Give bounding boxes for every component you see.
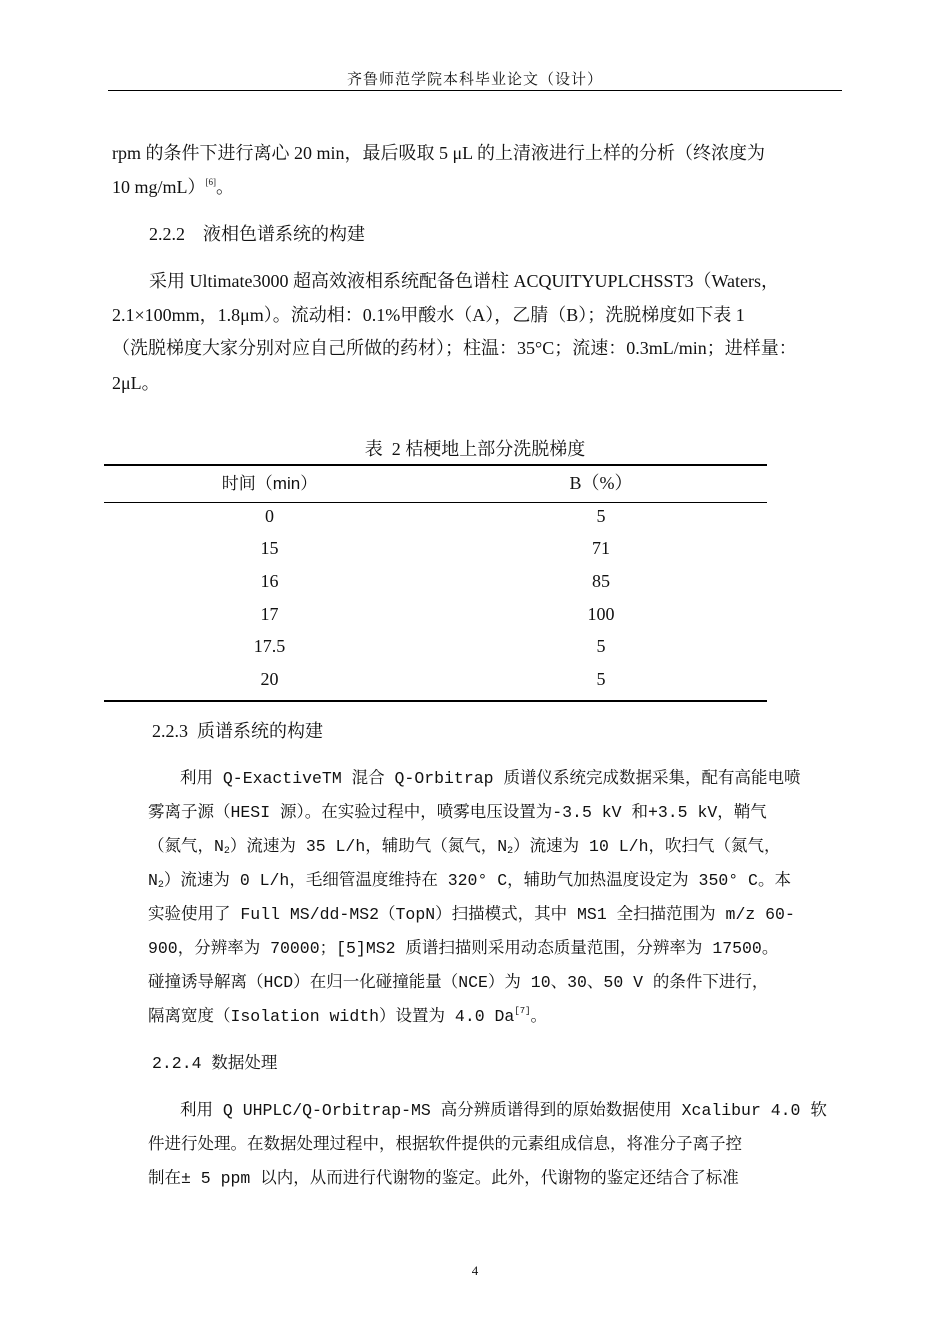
paragraph-line: 900，分辨率为 70000；[5]MS2 质谱扫描则采用动态质量范围，分辨率为 17500。	[148, 939, 779, 958]
section-heading: 2.2.4 数据处理	[152, 1054, 278, 1073]
table-cell: 5	[596, 636, 606, 656]
table-cell: 17.5	[253, 636, 286, 656]
table-top-rule	[104, 464, 767, 466]
paragraph-text: 隔离宽度（Isolation width）设置为 4.0 Da	[148, 1007, 515, 1026]
paragraph-text: 。	[530, 1007, 548, 1026]
paragraph-line: 制在± 5 ppm 以内，从而进行代谢物的鉴定。此外，代谢物的鉴定还结合了标准	[148, 1169, 739, 1188]
citation-ref: [6]	[205, 177, 216, 187]
paragraph-line: 利用 Q-ExactiveTM 混合 Q-Orbitrap 质谱仪系统完成数据采集，配有高能电喷	[180, 769, 801, 788]
citation-ref: [7]	[514, 1006, 531, 1016]
paragraph-text: 10 mg/mL）	[112, 177, 206, 197]
paragraph-line: 2μL。	[112, 373, 160, 393]
table-cell: 20	[260, 669, 279, 689]
table-bottom-rule	[104, 700, 767, 702]
paragraph-line: 碰撞诱导解离（HCD）在归一化碰撞能量（NCE）为 10、30、50 V 的条件下进行，	[148, 973, 769, 992]
paragraph-text: ）流速为 0 L/h，毛细管温度维持在 320° C，辅助气加热温度设定为 350° C。本	[163, 871, 791, 890]
paragraph-line: 实验使用了 Full MS/dd-MS2（TopN）扫描模式，其中 MS1 全扫描范围为 m/z 60-	[148, 905, 795, 924]
paragraph-line: 2.1×100mm，1.8μm）。流动相：0.1%甲酸水（A），乙腈（B）；洗脱梯度如下表 1	[112, 305, 745, 325]
table-header-time: 时间（min）	[221, 474, 318, 493]
paragraph-text: ）流速为 35 L/h，辅助气（氮气，N	[229, 837, 508, 856]
paragraph-line: 雾离子源（HESI 源）。在实验过程中，喷雾电压设置为-3.5 kV 和+3.5 kV，鞘气	[148, 803, 767, 822]
paragraph-line	[148, 1002, 547, 1026]
table-cell: 16	[260, 571, 279, 591]
table-cell: 17	[260, 604, 279, 624]
paragraph-text: 。	[216, 177, 234, 197]
subscript: 2	[507, 846, 514, 857]
paragraph-line: 利用 Q UHPLC/Q-Orbitrap-MS 高分辨质谱得到的原始数据使用 Xcalibur 4.0 软	[180, 1101, 827, 1120]
paragraph-line	[148, 866, 791, 891]
table-header-rule	[104, 502, 767, 503]
table-cell: 0	[265, 506, 274, 526]
subscript: 2	[223, 846, 230, 857]
table-cell: 5	[596, 669, 606, 689]
paragraph-line: （洗脱梯度大家分别对应自己所做的药材）；柱温：35°C；流速：0.3mL/min；进样量：	[112, 338, 797, 358]
running-header: 齐鲁师范学院本科毕业论文（设计）	[346, 72, 603, 88]
paragraph-text: N	[148, 871, 158, 890]
table-cell: 100	[587, 604, 615, 624]
table-cell: 5	[596, 506, 606, 526]
paragraph-line	[148, 832, 780, 857]
table-cell: 15	[260, 538, 279, 558]
section-heading: 2.2.2 液相色谱系统的构建	[149, 224, 365, 244]
table-cell: 85	[592, 571, 610, 591]
table-caption: 表 2 桔梗地上部分洗脱梯度	[364, 439, 586, 459]
paragraph-line	[112, 173, 234, 199]
page-number: 4	[471, 1263, 479, 1278]
paragraph-line: 采用 Ultimate3000 超高效液相系统配备色谱柱 ACQUITYUPLCHSST3（Waters，	[149, 271, 780, 291]
paragraph-line: rpm 的条件下进行离心 20 min，最后吸取 5 μL 的上清液进行上样的分析（终浓度为	[112, 143, 765, 163]
paragraph-text: （氮气，N	[148, 837, 224, 856]
subscript: 2	[157, 880, 164, 891]
header-divider	[108, 90, 842, 91]
paragraph-line: 件进行处理。在数据处理过程中，根据软件提供的元素组成信息，将准分子离子控	[148, 1135, 742, 1154]
paragraph-text: ）流速为 10 L/h，吹扫气（氮气，	[513, 837, 781, 856]
table-header-b: B（%）	[569, 473, 633, 493]
section-heading: 2.2.3 质谱系统的构建	[152, 721, 323, 741]
table-cell: 71	[592, 538, 610, 558]
